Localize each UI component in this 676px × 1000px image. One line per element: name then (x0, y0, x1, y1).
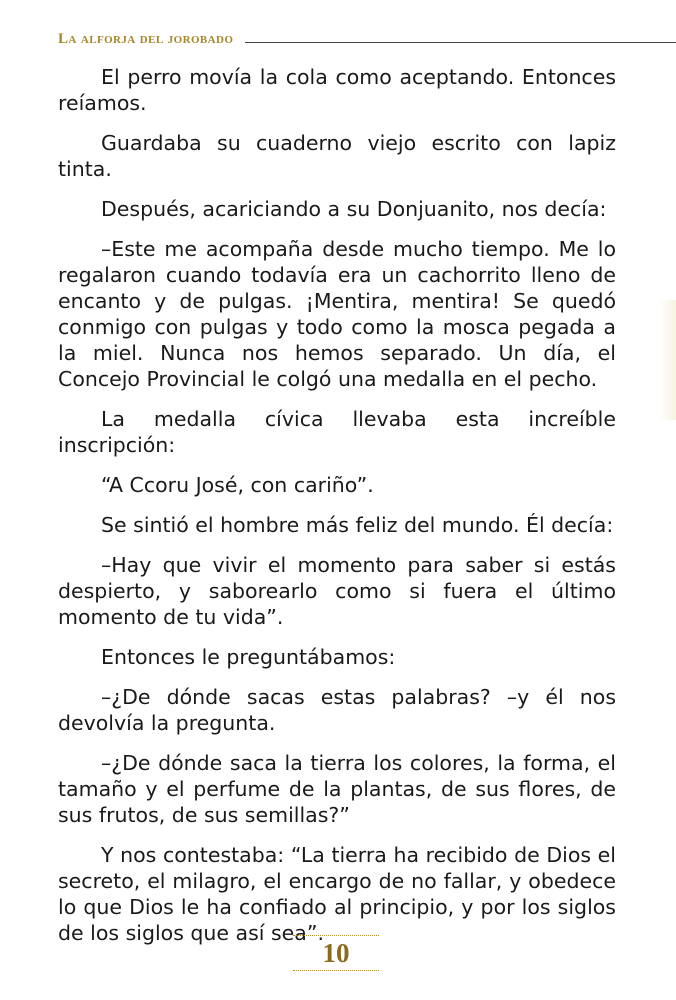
page-edge-shading (658, 300, 676, 420)
paragraph: Entonces le preguntábamos: (101, 645, 396, 669)
running-header (58, 28, 676, 50)
page-footer (293, 930, 379, 976)
paragraph: El perro movía la cola como aceptando. Entonces reíamos. (58, 65, 616, 115)
page-body (58, 64, 616, 960)
paragraph: La medalla cívica llevaba esta increíble inscripción: (58, 407, 616, 457)
paragraph: –Hay que vivir el momento para saber si estás despierto, y saborearlo como si fuera el último momento de tu vida”. (58, 553, 616, 629)
page-number: 10 (322, 938, 350, 968)
paragraph: Después, acariciando a su Donjuanito, nos decía: (101, 197, 607, 221)
book-title: La alforja del jorobado (58, 30, 234, 47)
paragraph: Guardaba su cuaderno viejo escrito con lapiz tinta. (58, 131, 616, 181)
header-divider (245, 42, 676, 43)
paragraph: “A Ccoru José, con cariño”. (101, 473, 374, 497)
paragraph: –¿De dónde sacas estas palabras? –y él nos devolvía la pregunta. (58, 685, 616, 735)
paragraph: Se sintió el hombre más feliz del mundo. Él decía: (101, 513, 614, 537)
paragraph: Y nos contestaba: “La tierra ha recibido de Dios el secreto, el milagro, el encargo de no fallar, y obedece lo que Dios le ha confiado al principio, y por los siglos de los siglos que así sea”. (58, 843, 616, 945)
page-number-bottom-rule (293, 970, 379, 971)
paragraph: –Este me acompaña desde mucho tiempo. Me lo regalaron cuando todavía era un cachorrito lleno de encanto y de pulgas. ¡Mentira, mentira! Se quedó conmigo con pulgas y todo como la mosca pegada a la miel. Nunca nos hemos separado. Un día, el Concejo Provincial le colgó una medalla en el pecho. (58, 237, 616, 391)
paragraph: –¿De dónde saca la tierra los colores, la forma, el tamaño y el perfume de la plantas, de sus flores, de sus frutos, de sus semillas?” (58, 751, 616, 827)
